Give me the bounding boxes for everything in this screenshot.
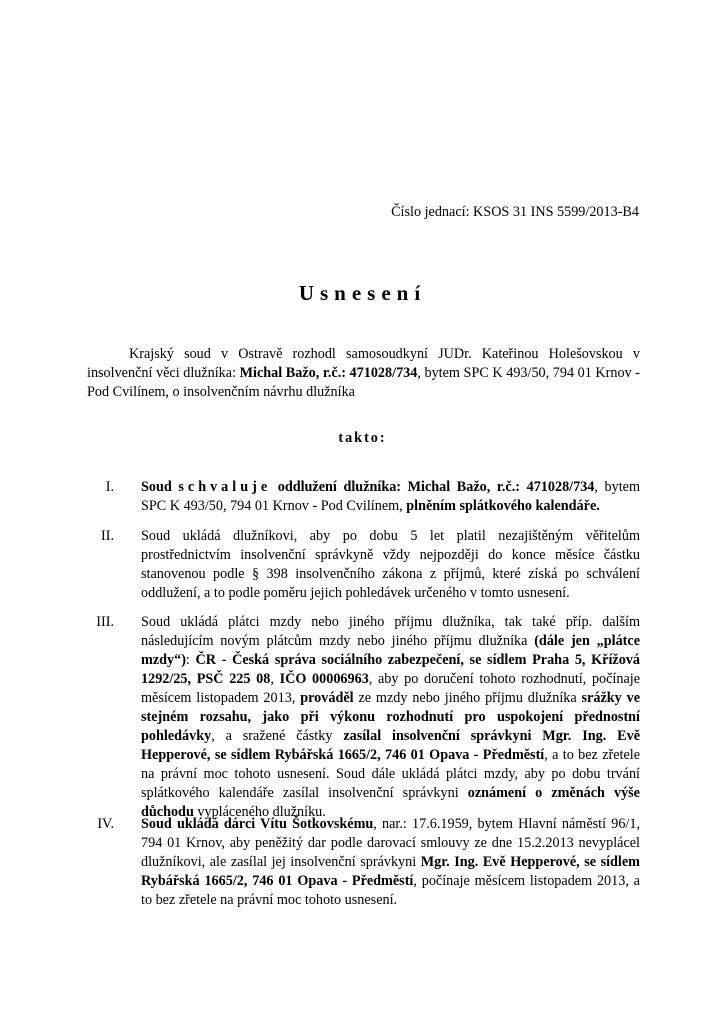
bold-text: Mgr. Ing. Evě Hepperové, se sídlem Rybářská 1665/2, 746 01 Opava - Předměstí	[141, 854, 640, 889]
plain-text: , počínaje měsícem listopadem 2013, a to bez zřetele na právní moc tohoto usnesení.	[141, 873, 640, 908]
plain-text: ze mzdy nebo jiného příjmu dlužníka	[353, 690, 582, 706]
case-number: Číslo jednací: KSOS 31 INS 5599/2013-B4	[391, 204, 639, 220]
plain-text: vypláceného dlužníku.	[193, 804, 326, 820]
plain-text: :	[185, 652, 196, 668]
item-number: IV.	[97, 816, 114, 832]
bold-text: Soud	[141, 479, 179, 495]
plain-text: , aby po doručení tohoto rozhodnutí, počínaje měsícem listopadem 2013,	[141, 671, 641, 706]
bold-text: (dále jen „plátce mzdy“)	[141, 633, 640, 668]
item-text	[141, 613, 640, 822]
bold-text: oddlužení dlužníka: Michal Bažo, r.č.: 471028/734	[271, 479, 595, 495]
intro-paragraph	[87, 345, 640, 402]
bold-text: prováděl	[300, 690, 354, 706]
intro-text: , bytem SPC K 493/50, 794 01 Krnov - Pod Cvilínem, o insolvenčním návrhu dlužníka	[87, 365, 641, 400]
debtor-name: Michal Bažo, r.č.: 471028/734	[239, 365, 418, 381]
plain-text: , bytem SPC K 493/50, 794 01 Krnov - Pod Cvilínem,	[141, 479, 641, 514]
plain-text: , a to bez zřetele na právní moc tohoto usnesení. Soud dále ukládá plátci mzdy, aby po dobu trvání splátkového kalendáře zasílal insolvenční správkyni	[141, 747, 640, 801]
spaced-bold-text: schvaluje	[178, 479, 272, 495]
plain-text: , a sražené částky	[211, 728, 344, 744]
bold-text: plněním splátkového kalendáře.	[406, 498, 600, 514]
item-text	[141, 815, 640, 910]
document-title: Usnesení	[298, 281, 427, 305]
bold-text: oznámení o změnách výše důchodu	[141, 785, 640, 820]
item-number: II.	[101, 528, 114, 544]
item-text	[141, 527, 640, 603]
bold-text: zasílal insolvenční správkyni Mgr. Ing. Evě Hepperové, se sídlem Rybářská 1665/2, 746 01 Opava - Předměstí	[141, 728, 640, 763]
bold-text: srážky ve stejném rozsahu, jako při výkonu rozhodnutí pro uspokojení přednostní pohledávky	[141, 690, 640, 744]
intro-text: Krajský soud v Ostravě rozhodl samosoudkyní JUDr. Kateřinou Holešovskou v insolvenční věci dlužníka:	[87, 346, 640, 381]
item-text	[141, 478, 640, 516]
bold-text: Soud ukládá dárci Vítu Šotkovskému	[141, 816, 374, 832]
takto-heading: takto:	[338, 430, 387, 446]
plain-text: , nar.: 17.6.1959, bytem Hlavní náměstí 96/1, 794 01 Krnov, aby peněžitý dar podle darovací smlouvy ze dne 15.2.2013 nevyplácel dlužníkovi, ale zasílal jej insolvenční správkyni	[141, 816, 640, 870]
plain-text: Soud ukládá dlužníkovi, aby po dobu 5 let platil nezajištěným věřitelům prostřednictvím insolvenční správkyně vždy nejpozději do konce měsíce částku stanovenou podle § 398 insolvenčního zákona z příjmů, které získá po schválení oddlužení, a to podle poměru jejich pohledávek určeného v tomto usnesení.	[141, 528, 640, 601]
item-number: I.	[105, 479, 114, 495]
bold-text: ČR - Česká správa sociálního zabezpečení, se sídlem Praha 5, Křížová 1292/25, PSČ 225 08	[141, 652, 640, 687]
plain-text: Soud ukládá plátci mzdy nebo jiného příjmu dlužníka, tak také příp. dalším následujícím novým plátcům mzdy nebo jiného příjmu dlužníka	[141, 614, 640, 649]
bold-text: IČO 00006963	[279, 671, 369, 687]
plain-text: ,	[270, 671, 280, 687]
item-number: III.	[96, 614, 114, 630]
